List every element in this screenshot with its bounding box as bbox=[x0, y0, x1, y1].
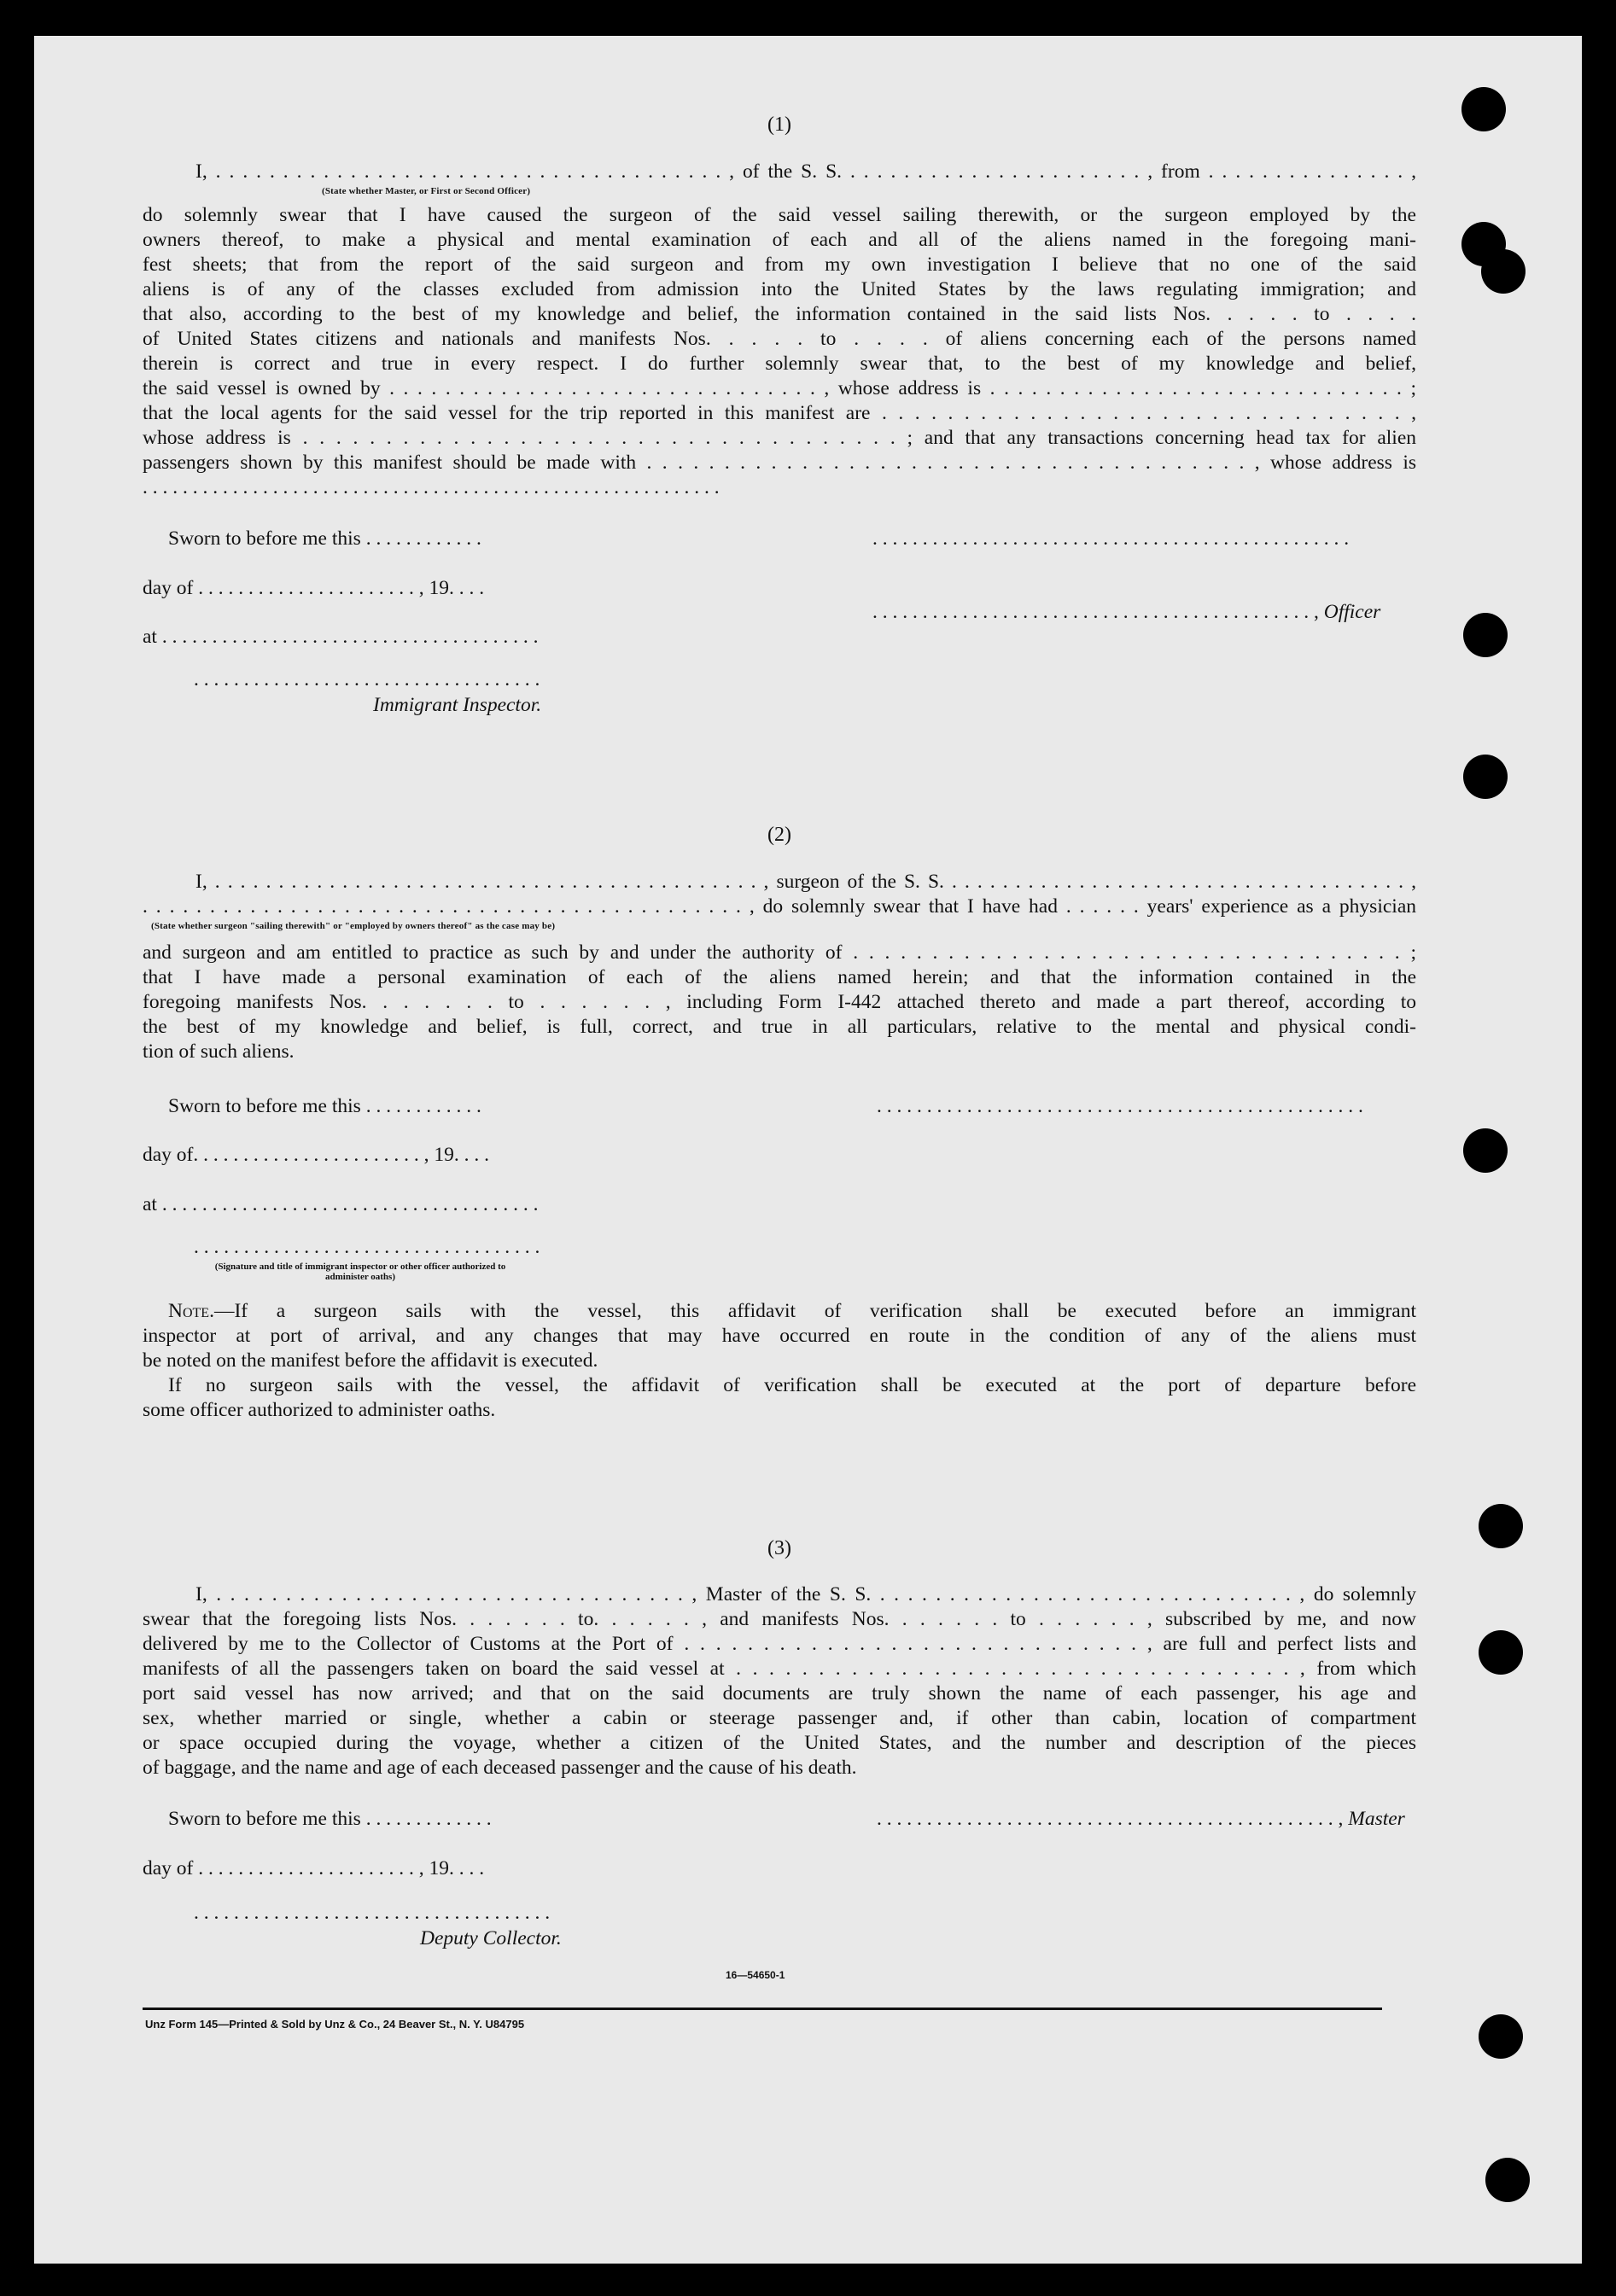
section-2-body-line: and surgeon and am entitled to practice as such by and under the authority of . . . . . . . . . . . . . . . . . . . . . . . . . . . . . . . . . . . ; bbox=[143, 941, 1416, 964]
punch-hole bbox=[1479, 2014, 1523, 2059]
section-3-body-line: port said vessel has now arrived; and that on the said documents are truly shown the name of each passenger, his age and bbox=[143, 1682, 1416, 1705]
section-2-day-of: day of. . . . . . . . . . . . . . . . . . . . . . . , 19. . . . bbox=[143, 1144, 490, 1166]
section-3-body-line: manifests of all the passengers taken on board the said vessel at . . . . . . . . . . . . . . . . . . . . . . . . . . . . . . . . . . , from which bbox=[143, 1658, 1416, 1680]
note-line bbox=[143, 1299, 1416, 1324]
form-page bbox=[34, 36, 1582, 2264]
section-2-note bbox=[143, 1299, 1416, 1423]
section-3-body-line: delivered by me to the Collector of Customs at the Port of . . . . . . . . . . . . . . . . . . . . . . . . . . . . . , are full and perfect lists and bbox=[143, 1633, 1416, 1655]
note-text: —If a surgeon sails with the vessel, this affidavit of verification shall be executed before an immigrant bbox=[213, 1300, 1416, 1322]
section-3-body-line: swear that the foregoing lists Nos. . . . . . . to. . . . . . , and manifests Nos. . . . . . . to . . . . . . , subscribed by me, and now bbox=[143, 1608, 1416, 1630]
section-3-body-line: I, . . . . . . . . . . . . . . . . . . . . . . . . . . . . . . . . . . , Master of the S. S. . . . . . . . . . . . . . . . . . . . . . . . . . . . . . . , do solemnly bbox=[195, 1583, 1416, 1605]
footer-rule bbox=[143, 2008, 1382, 2010]
section-2-at: at . . . . . . . . . . . . . . . . . . . . . . . . . . . . . . . . . . . . . . bbox=[143, 1193, 539, 1215]
punch-hole bbox=[1461, 87, 1506, 131]
section-2-line-1: I, . . . . . . . . . . . . . . . . . . . . . . . . . . . . . . . . . . . . . . . . . . . , surgeon of the S. S. . . . . . . . . . . . . . . . . . . . . . . . . . . . . . . . . . . . . , bbox=[195, 871, 1416, 893]
punch-hole bbox=[1481, 249, 1526, 294]
section-2-signature-2-caption: (Signature and title of immigrant inspector or other officer authorized to administer oaths) bbox=[214, 1262, 506, 1282]
section-1-body bbox=[143, 203, 1416, 500]
section-2-body-line: the best of my knowledge and belief, is full, correct, and true in all particulars, relative to the mental and physical condi- bbox=[143, 1016, 1416, 1038]
section-1-caption: (State whether Master, or First or Second Officer) bbox=[322, 186, 531, 196]
section-1-body-line: of United States citizens and nationals and manifests Nos. . . . . to . . . . of aliens concerning each of the persons named bbox=[143, 328, 1416, 350]
section-1-body-line: the said vessel is owned by . . . . . . . . . . . . . . . . . . . . . . . . . . . . . . . , whose address is . . . . . . . . . . . . . . . . . . . . . . . . . . . . . . ; bbox=[143, 377, 1416, 399]
section-1-sworn: Sworn to before me this . . . . . . . . . . . . bbox=[168, 527, 481, 550]
section-1-body-line: fest sheets; that from the report of the said surgeon and from my own investigation I believe that no one of the said bbox=[143, 253, 1416, 276]
section-1-line-1: I, . . . . . . . . . . . . . . . . . . . . . . . . . . . . . . . . . . . . . . , of the S. S. . . . . . . . . . . . . . . . . . . . . . . , from . . . . . . . . . . . . . . . , bbox=[195, 160, 1416, 183]
section-2-body-line: tion of such aliens. bbox=[143, 1040, 295, 1063]
section-1-body-line: that the local agents for the said vessel for the trip reported in this manifest are . . . . . . . . . . . . . . . . . . . . . . . . . . . . . . . . , bbox=[143, 402, 1416, 424]
note-line: be noted on the manifest before the affidavit is executed. bbox=[143, 1349, 598, 1372]
punch-hole bbox=[1485, 2158, 1530, 2202]
section-1-body-line: that also, according to the best of my knowledge and belief, the information contained in the said lists Nos. . . . . to . . . . bbox=[143, 303, 1416, 325]
section-1-officer-line bbox=[872, 600, 1380, 625]
master-dots: . . . . . . . . . . . . . . . . . . . . . . . . . . . . . . . . . . . . . . . . . . . . . . , bbox=[877, 1808, 1349, 1830]
section-2-signature-2-line: . . . . . . . . . . . . . . . . . . . . . . . . . . . . . . . . . . . bbox=[194, 1236, 540, 1258]
note-label: Note. bbox=[168, 1300, 214, 1322]
officer-label: Officer bbox=[1323, 601, 1381, 623]
punch-hole bbox=[1479, 1630, 1523, 1675]
section-1-body-line: . . . . . . . . . . . . . . . . . . . . . . . . . . . . . . . . . . . . . . . . . . . . . . . . . . . . . . . . . . bbox=[143, 476, 720, 498]
section-1-signature-line: . . . . . . . . . . . . . . . . . . . . . . . . . . . . . . . . . . . . . . . . . . . . . . . . bbox=[872, 527, 1350, 550]
section-2-line-2: . . . . . . . . . . . . . . . . . . . . . . . . . . . . . . . . . . . . . . . . . . . . . , do solemnly swear that I have had . . . . . . years' experience as a physician bbox=[143, 895, 1416, 918]
section-1-body-line: passengers shown by this manifest should be made with . . . . . . . . . . . . . . . . . . . . . . . . . . . . . . . . . . . . . . . , whose address is bbox=[143, 452, 1416, 474]
section-3-body-line: of baggage, and the name and age of each deceased passenger and the cause of his death. bbox=[143, 1757, 857, 1779]
section-2-body bbox=[143, 941, 1416, 1064]
section-1-inspector-label: Immigrant Inspector. bbox=[373, 694, 542, 716]
section-3-body-line: or space occupied during the voyage, whether a citizen of the United States, and the number and description of the pieces bbox=[143, 1732, 1416, 1754]
section-1-body-line: therein is correct and true in every respect. I do further solemnly swear that, to the best of my knowledge and belief, bbox=[143, 353, 1416, 375]
note-line: some officer authorized to administer oaths. bbox=[143, 1399, 496, 1421]
section-2-caption: (State whether surgeon "sailing therewith" or "employed by owners thereof" as the case may be) bbox=[151, 921, 556, 931]
note-line: If no surgeon sails with the vessel, the affidavit of verification shall be executed at the port of departure before bbox=[168, 1374, 1416, 1396]
printer-footer: Unz Form 145—Printed & Sold by Unz & Co., 24 Beaver St., N. Y. U84795 bbox=[145, 2018, 525, 2031]
punch-hole bbox=[1463, 613, 1508, 657]
section-1-number: (1) bbox=[767, 114, 791, 136]
punch-hole bbox=[1463, 755, 1508, 799]
officer-dots: . . . . . . . . . . . . . . . . . . . . . . . . . . . . . . . . . . . . . . . . . . . . , bbox=[872, 601, 1324, 623]
section-1-day-of: day of . . . . . . . . . . . . . . . . . . . . . . , 19. . . . bbox=[143, 577, 485, 599]
section-3-collector-line: . . . . . . . . . . . . . . . . . . . . . . . . . . . . . . . . . . . . bbox=[194, 1902, 551, 1924]
note-line: inspector at port of arrival, and any changes that may have occurred en route in the condition of any of the aliens must bbox=[143, 1325, 1416, 1347]
master-label: Master bbox=[1348, 1808, 1405, 1830]
section-3-day-of: day of . . . . . . . . . . . . . . . . . . . . . . , 19. . . . bbox=[143, 1857, 485, 1879]
section-1-body-line: aliens is of any of the classes excluded from admission into the United States by the laws regulating immigration; and bbox=[143, 278, 1416, 300]
section-1-body-line: owners thereof, to make a physical and mental examination of each and all of the aliens named in the foregoing mani- bbox=[143, 229, 1416, 251]
section-1-at: at . . . . . . . . . . . . . . . . . . . . . . . . . . . . . . . . . . . . . . bbox=[143, 626, 539, 648]
section-2-body-line: foregoing manifests Nos. . . . . . . to . . . . . . , including Form I-442 attached thereto and made a part thereof, according to bbox=[143, 991, 1416, 1013]
section-1-inspector-line: . . . . . . . . . . . . . . . . . . . . . . . . . . . . . . . . . . . bbox=[194, 668, 540, 691]
form-code: 16—54650-1 bbox=[726, 1969, 785, 1981]
section-3-sworn: Sworn to before me this . . . . . . . . . . . . . bbox=[168, 1808, 492, 1830]
section-2-number: (2) bbox=[767, 824, 791, 846]
section-1-body-line: do solemnly swear that I have caused the surgeon of the said vessel sailing therewith, or the surgeon employed by the bbox=[143, 204, 1416, 226]
section-3-body bbox=[143, 1582, 1416, 1780]
punch-hole bbox=[1479, 1504, 1523, 1548]
section-3-number: (3) bbox=[767, 1537, 791, 1559]
section-3-master-line bbox=[877, 1807, 1405, 1832]
section-2-signature-line: . . . . . . . . . . . . . . . . . . . . . . . . . . . . . . . . . . . . . . . . . . . . . . . . . bbox=[877, 1095, 1363, 1117]
section-3-body-line: sex, whether married or single, whether a cabin or steerage passenger and, if other than cabin, location of compartment bbox=[143, 1707, 1416, 1729]
section-2-body-line: that I have made a personal examination of each of the aliens named herein; and that the information contained in the bbox=[143, 966, 1416, 988]
section-1-body-line: whose address is . . . . . . . . . . . . . . . . . . . . . . . . . . . . . . . . . . . . ; and that any transactions concerning head tax for alien bbox=[143, 427, 1416, 449]
punch-hole bbox=[1463, 1128, 1508, 1173]
section-3-collector-label: Deputy Collector. bbox=[420, 1927, 562, 1949]
section-2-sworn: Sworn to before me this . . . . . . . . . . . . bbox=[168, 1095, 481, 1117]
